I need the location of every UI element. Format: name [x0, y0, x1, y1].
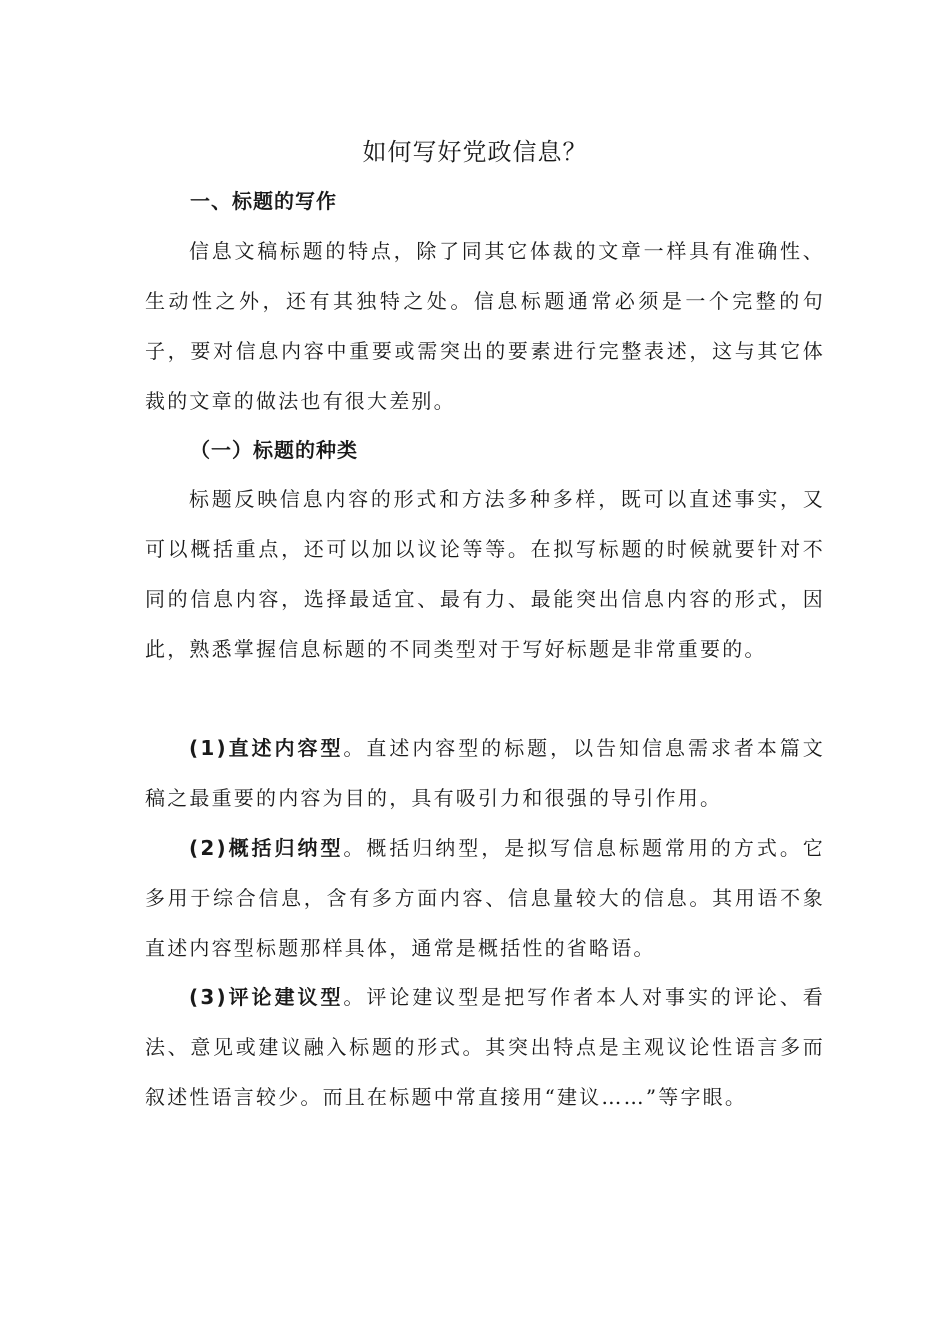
subsection-heading: （一）标题的种类 — [190, 438, 358, 462]
section-paragraph: 信息文稿标题的特点，除了同其它体裁的文章一样具有准确性、生动性之外，还有其独特之处。信息标题通常必须是一个完整的句子，要对信息内容中重要或需突出的要素进行完整表述，这与其它体裁的文章的做法也有很大差别。 — [145, 239, 825, 413]
type-text: 。直述内容型的标题，以告知信息需求者本篇文稿之最重要的内容为目的，具有吸引力和很强的导引作用。 — [145, 736, 825, 810]
page-title: 如何写好党政信息？ — [362, 138, 588, 166]
type-paragraph-summary — [145, 823, 825, 973]
type-paragraph-comment — [145, 972, 825, 1122]
type-text: 。评论建议型是把写作者本人对事实的评论、看法、意见或建议融入标题的形式。其突出特点是主观议论性语言多而叙述性语言较少。而且在标题中常直接用“建议……”等字眼。 — [145, 985, 825, 1109]
type-lead: (1)直述内容型 — [189, 736, 344, 760]
type-lead: (2)概括归纳型 — [189, 836, 344, 860]
subsection-paragraph: 标题反映信息内容的形式和方法多种多样，既可以直述事实，又可以概括重点，还可以加以议论等等。在拟写标题的时候就要针对不同的信息内容，选择最适宜、最有力、最能突出信息内容的形式，因此，熟悉掌握信息标题的不同类型对于写好标题是非常重要的。 — [145, 487, 825, 661]
type-text: 。概括归纳型，是拟写信息标题常用的方式。它多用于综合信息，含有多方面内容、信息量较大的信息。其用语不象直述内容型标题那样具体，通常是概括性的省略语。 — [145, 836, 825, 960]
type-lead: (3)评论建议型 — [189, 985, 344, 1009]
type-paragraph-direct — [145, 723, 825, 823]
section-heading: 一、标题的写作 — [190, 189, 337, 213]
